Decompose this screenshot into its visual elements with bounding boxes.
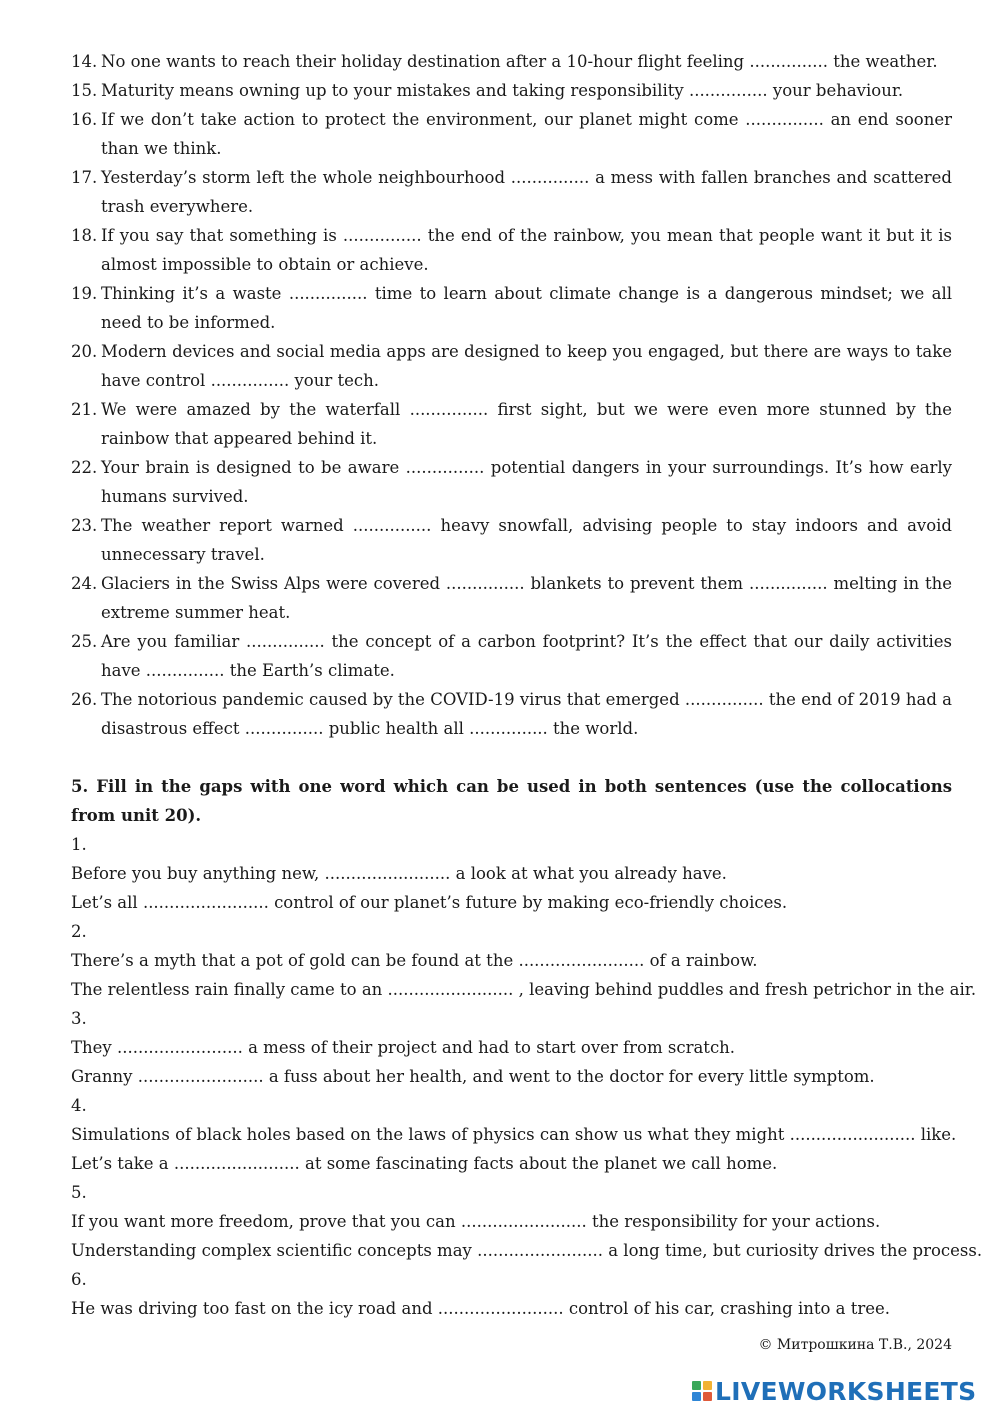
logo-square [692,1381,701,1390]
item-text: Thinking it’s a waste ............... time to learn about climate change is a dangerous mindset; we all need to be informed. [101,284,952,332]
item-number: 22. [71,458,98,477]
sentence-line: Before you buy anything new, ........................ a look at what you already have. [71,864,727,883]
list-item [71,279,952,337]
exercise-4-list [71,47,952,743]
list-item [71,163,952,221]
group-number: 5. [71,1183,87,1202]
item-text: Yesterday’s storm left the whole neighbourhood ............... a mess with fallen branches and scattered trash everywhere. [101,168,952,216]
item-number: 20. [71,342,98,361]
copyright-notice: © Митрошкина Т.В., 2024 [758,1337,952,1353]
liveworksheets-logo-icon [692,1381,712,1401]
sentence-line: Understanding complex scientific concepts may ........................ a long time, but curiosity drives the process. [71,1241,983,1260]
liveworksheets-logo[interactable] [692,1375,976,1407]
item-text: The notorious pandemic caused by the COVID-19 virus that emerged ............... the end of 2019 had a disastrous effect ............... public health all ............... the world. [101,690,952,738]
list-item [71,511,952,569]
item-number: 25. [71,632,98,651]
sentence-line: Let’s take a ........................ at some fascinating facts about the planet we call home. [71,1154,778,1173]
list-item [71,337,952,395]
sentence-line: Simulations of black holes based on the laws of physics can show us what they might ........................ like. [71,1125,957,1144]
exercise-5-title: 5. Fill in the gaps with one word which can be used in both sentences (use the collocations from unit 20). [71,777,952,825]
item-number: 21. [71,400,98,419]
logo-square [703,1381,712,1390]
item-number: 14. [71,52,98,71]
group-number: 1. [71,835,87,854]
item-text: Glaciers in the Swiss Alps were covered ............... blankets to prevent them ............... melting in the extreme summer heat. [101,574,952,622]
item-text: No one wants to reach their holiday destination after a 10-hour flight feeling ............... the weather. [101,52,938,71]
item-text: Your brain is designed to be aware ............... potential dangers in your surroundings. It’s how early humans survived. [101,458,952,506]
exercise-5-groups [71,830,983,1323]
item-number: 26. [71,690,98,709]
sentence-line: They ........................ a mess of their project and had to start over from scratch. [71,1038,736,1057]
list-item [71,453,952,511]
list-item [71,685,952,743]
item-number: 18. [71,226,98,245]
item-number: 19. [71,284,98,303]
logo-square [703,1392,712,1401]
sentence-line: He was driving too fast on the icy road and ........................ control of his car, crashing into a tree. [71,1299,891,1318]
item-number: 24. [71,574,98,593]
list-item [71,627,952,685]
item-text: The weather report warned ............... heavy snowfall, advising people to stay indoors and avoid unnecessary travel. [101,516,952,564]
item-number: 17. [71,168,98,187]
worksheet-page [71,47,983,1323]
list-item [71,221,952,279]
group-number: 4. [71,1096,87,1115]
list-item [71,569,952,627]
sentence-line: There’s a myth that a pot of gold can be found at the ........................ of a rainbow. [71,951,758,970]
item-text: Maturity means owning up to your mistakes and taking responsibility ............... your behaviour. [101,81,904,100]
group-number: 2. [71,922,87,941]
item-number: 23. [71,516,98,535]
sentence-line: The relentless rain finally came to an ........................ , leaving behind puddles and fresh petrichor in the air. [71,980,977,999]
group-number: 3. [71,1009,87,1028]
item-text: We were amazed by the waterfall ............... first sight, but we were even more stunned by the rainbow that appeared behind it. [101,400,952,448]
item-text: Are you familiar ............... the concept of a carbon footprint? It’s the effect that our daily activities have ............... the Earth’s climate. [101,632,952,680]
sentence-line: Let’s all ........................ control of our planet’s future by making eco-friendly choices. [71,893,788,912]
group-number: 6. [71,1270,87,1289]
list-item [71,395,952,453]
item-number: 15. [71,81,98,100]
logo-square [692,1392,701,1401]
sentence-line: If you want more freedom, prove that you can ........................ the responsibility for your actions. [71,1212,881,1231]
list-item [71,105,952,163]
item-text: Modern devices and social media apps are designed to keep you engaged, but there are ways to take have control ............... your tech. [101,342,952,390]
item-text: If we don’t take action to protect the environment, our planet might come ............... an end sooner than we think. [101,110,952,158]
list-item [71,47,952,76]
list-item [71,76,952,105]
item-text: If you say that something is ............... the end of the rainbow, you mean that people want it but it is almost impossible to obtain or achieve. [101,226,952,274]
sentence-line: Granny ........................ a fuss about her health, and went to the doctor for every little symptom. [71,1067,875,1086]
logo-text: LIVEWORKSHEETS [715,1376,977,1406]
item-number: 16. [71,110,98,129]
